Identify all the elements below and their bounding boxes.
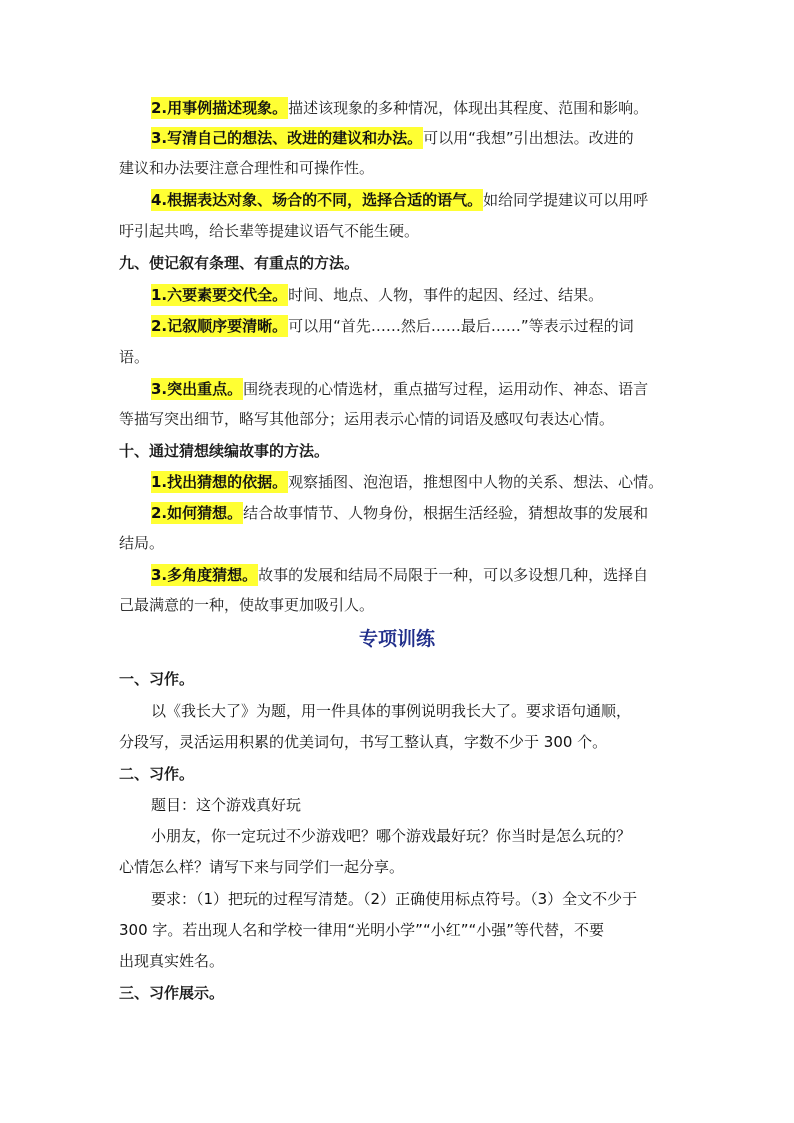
question-2-text-cont: 心情怎么样？请写下来与同学们一起分享。 <box>119 858 405 876</box>
tip-how-cont: 结局。 <box>119 534 165 552</box>
tip-heading: 4.根据表达对象、场合的不同，选择合适的语气。 <box>151 191 483 209</box>
tip-text: 可以用“我想”引出想法。改进的 <box>423 129 634 147</box>
question-heading-2: 二、习作。 <box>119 765 195 783</box>
tip-text: 时间、地点、人物，事件的起因、经过、结果。 <box>288 286 604 304</box>
tip-text: 可以用“首先……然后……最后……”等表示过程的词 <box>288 317 634 335</box>
tip-example <box>151 93 794 123</box>
tip-text: 故事的发展和结局不局限于一种，可以多设想几种，选择自 <box>258 566 649 584</box>
question-2-text: 小朋友，你一定玩过不少游戏吧？哪个游戏最好玩？你当时是怎么玩的？ <box>151 827 632 845</box>
tip-ideas-cont: 建议和办法要注意合理性和可操作性。 <box>119 159 375 177</box>
tip-heading: 2.如何猜想。 <box>151 504 243 522</box>
tip-how <box>151 498 794 528</box>
tip-text: 描述该现象的多种情况，体现出其程度、范围和影响。 <box>288 99 649 117</box>
tip-heading: 1.六要素要交代全。 <box>151 286 288 304</box>
tip-six-elements <box>151 280 794 310</box>
question-2-requirements-cont: 300 字。若出现人名和学校一律用“光明小学”“小红”“小强”等代替，不要 <box>119 921 605 939</box>
tip-text: 如给同学提建议可以用呼 <box>483 191 649 209</box>
tip-heading: 2.记叙顺序要清晰。 <box>151 317 288 335</box>
question-2-requirements: 要求：（1）把玩的过程写清楚。（2）正确使用标点符号。（3）全文不少于 <box>151 890 638 908</box>
tip-angles-cont: 己最满意的一种，使故事更加吸引人。 <box>119 596 375 614</box>
tip-text: 围绕表现的心情选材，重点描写过程，运用动作、神态、语言 <box>243 380 649 398</box>
question-2-topic: 题目：这个游戏真好玩 <box>151 796 302 814</box>
tip-heading: 3.写清自己的想法、改进的建议和办法。 <box>151 129 423 147</box>
tip-heading: 1.找出猜想的依据。 <box>151 473 288 491</box>
tip-heading: 3.多角度猜想。 <box>151 566 258 584</box>
tip-order <box>151 311 794 341</box>
tip-heading: 3.突出重点。 <box>151 380 243 398</box>
tip-order-cont: 语。 <box>119 348 150 366</box>
tip-text: 观察插图、泡泡语，推想图中人物的关系、想法、心情。 <box>288 473 664 491</box>
page-title: 专项训练 <box>358 628 435 650</box>
question-heading-3: 三、习作展示。 <box>119 984 225 1002</box>
question-1-text: 以《我长大了》为题，用一件具体的事例说明我长大了。要求语句通顺， <box>151 702 632 720</box>
tip-text: 结合故事情节、人物身份，根据生活经验，猜想故事的发展和 <box>243 504 649 522</box>
section-heading-9: 九、使记叙有条理、有重点的方法。 <box>119 254 360 272</box>
tip-basis <box>151 467 794 497</box>
tip-focus-cont: 等描写突出细节，略写其他部分；运用表示心情的词语及感叹句表达心情。 <box>119 410 615 428</box>
question-2-requirements-end: 出现真实姓名。 <box>119 952 225 970</box>
question-1-text-cont: 分段写，灵活运用积累的优美词句，书写工整认真，字数不少于 300 个。 <box>119 733 608 751</box>
question-heading-1: 一、习作。 <box>119 670 195 688</box>
tip-angles <box>151 560 794 590</box>
tip-tone-cont: 吁引起共鸣，给长辈等提建议语气不能生硬。 <box>119 222 420 240</box>
section-heading-10: 十、通过猜想续编故事的方法。 <box>119 442 330 460</box>
tip-ideas <box>151 123 794 153</box>
tip-tone <box>151 185 794 215</box>
tip-focus <box>151 374 794 404</box>
tip-heading: 2.用事例描述现象。 <box>151 99 288 117</box>
